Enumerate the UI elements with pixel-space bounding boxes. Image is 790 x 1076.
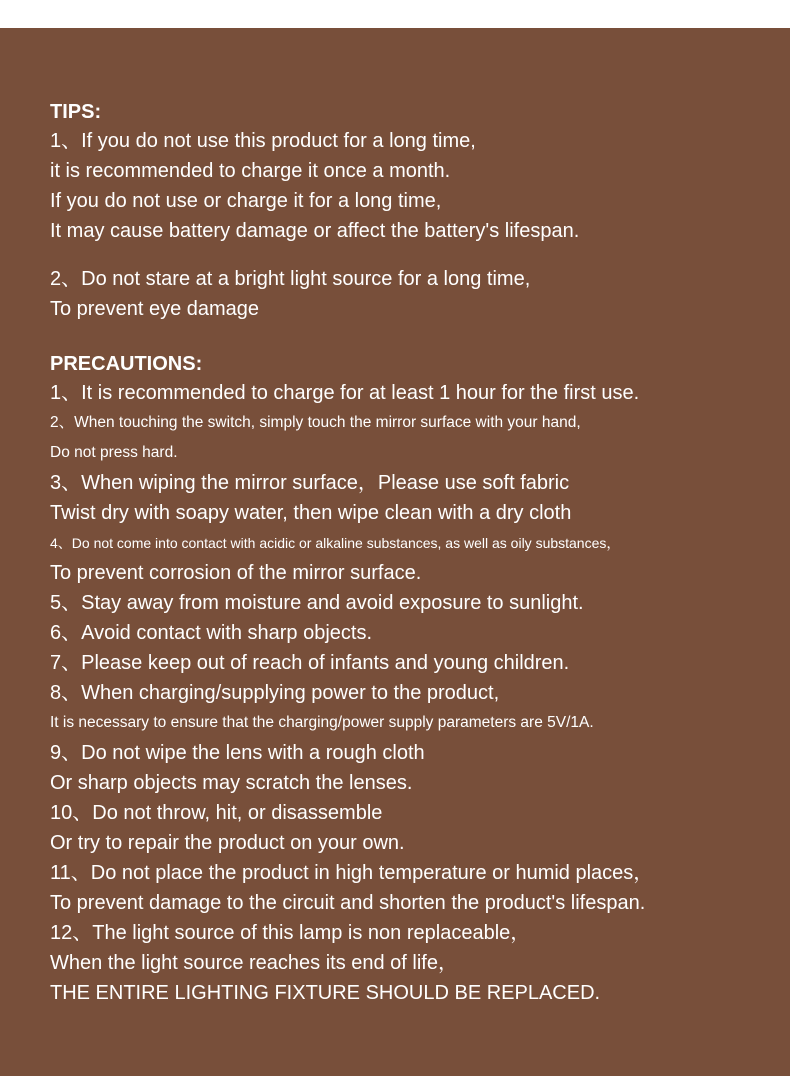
precaution-line: It is necessary to ensure that the charging/power supply parameters are 5V/1A. — [50, 714, 594, 731]
tips-heading: TIPS: — [50, 101, 102, 123]
tips-line: 2、Do not stare at a bright light source for a long time, — [50, 268, 531, 290]
precaution-line: 1、It is recommended to charge for at least 1 hour for the first use. — [50, 382, 640, 404]
spacer — [50, 324, 780, 350]
precaution-line: 7、Please keep out of reach of infants and young children. — [50, 652, 570, 674]
precaution-line: Or try to repair the product on your own. — [50, 832, 405, 854]
tips-item-2 — [50, 264, 780, 324]
precaution-line: To prevent damage to the circuit and shorten the product's lifespan. — [50, 892, 646, 914]
precaution-line: 5、Stay away from moisture and avoid exposure to sunlight. — [50, 592, 584, 614]
precaution-line: 3、When wiping the mirror surface，Please use soft fabric — [50, 472, 570, 494]
precaution-line: Twist dry with soapy water, then wipe clean with a dry cloth — [50, 502, 572, 524]
precaution-line: Or sharp objects may scratch the lenses. — [50, 772, 413, 794]
precaution-line: 10、Do not throw, hit, or disassemble — [50, 802, 383, 824]
tips-item-1 — [50, 126, 780, 246]
precaution-line: 12、The light source of this lamp is non replaceable， — [50, 922, 531, 944]
tips-line: 1、If you do not use this product for a long time, — [50, 130, 476, 152]
precaution-line: THE ENTIRE LIGHTING FIXTURE SHOULD BE REPLACED. — [50, 982, 601, 1004]
tips-line: It may cause battery damage or affect the battery's lifespan. — [50, 220, 580, 242]
instructions-content — [50, 98, 780, 1008]
tips-line: it is recommended to charge it once a month. — [50, 160, 451, 182]
precaution-line: 2、When touching the switch, simply touch the mirror surface with your hand, — [50, 414, 581, 431]
precaution-line: 9、Do not wipe the lens with a rough cloth — [50, 742, 425, 764]
precautions-list — [50, 378, 780, 1008]
precaution-line: 8、When charging/supplying power to the product, — [50, 682, 500, 704]
precaution-line: 11、Do not place the product in high temperature or humid places， — [50, 862, 654, 884]
precaution-line: To prevent corrosion of the mirror surface. — [50, 562, 422, 584]
precaution-line: 4、Do not come into contact with acidic or alkaline substances, as well as oily substances， — [50, 535, 621, 551]
precautions-heading: PRECAUTIONS: — [50, 353, 203, 375]
tips-line: To prevent eye damage — [50, 298, 260, 320]
instructions-panel — [0, 28, 790, 1076]
spacer — [50, 246, 780, 264]
precaution-line: 6、Avoid contact with sharp objects. — [50, 622, 373, 644]
tips-line: If you do not use or charge it for a long time, — [50, 190, 442, 212]
precaution-line: Do not press hard. — [50, 444, 178, 461]
precaution-line: When the light source reaches its end of life， — [50, 952, 458, 974]
